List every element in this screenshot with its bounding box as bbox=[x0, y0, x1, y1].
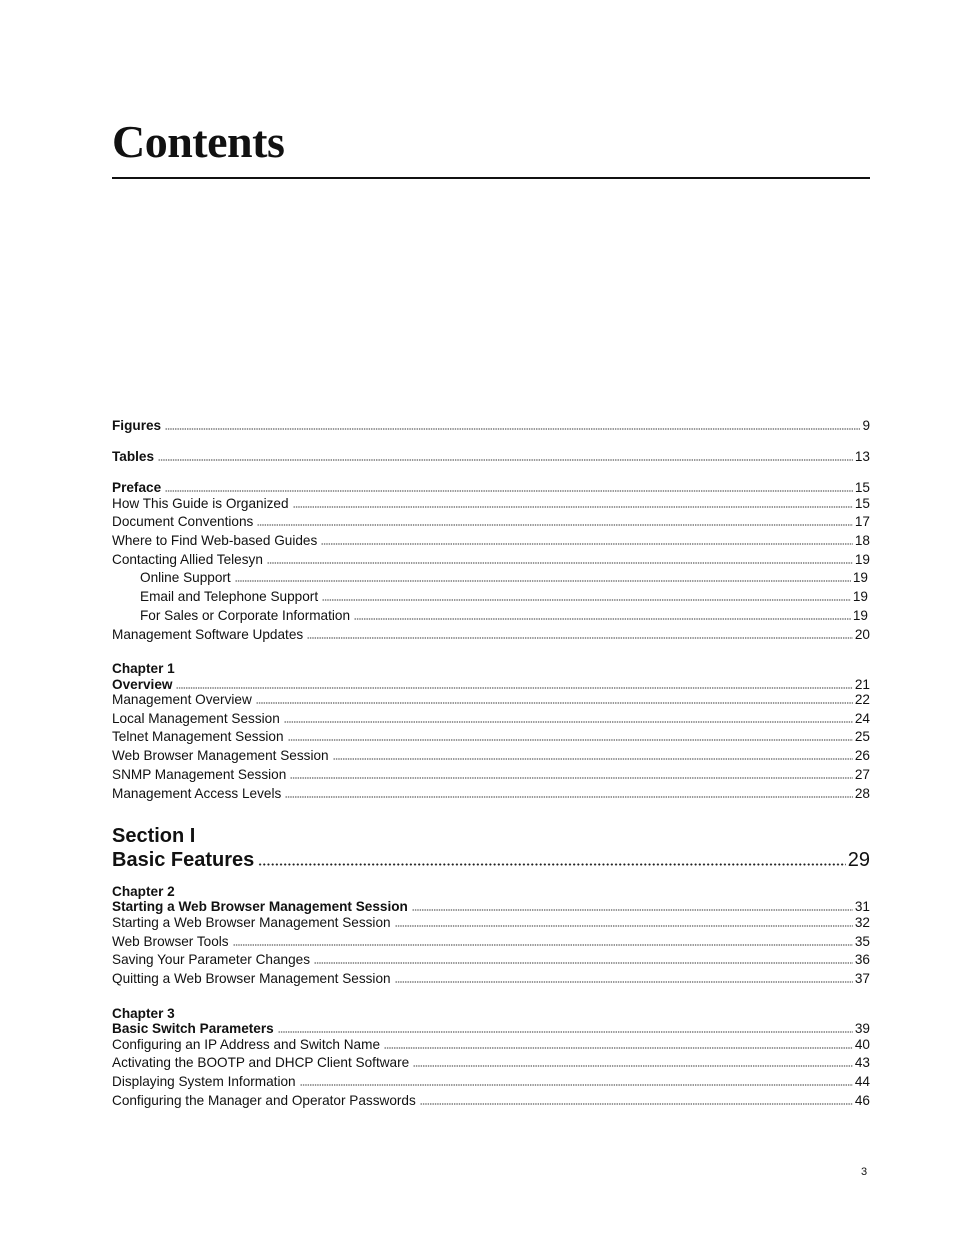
toc-entry-tables[interactable] bbox=[112, 448, 870, 466]
dot-leader bbox=[322, 598, 851, 602]
toc-entry-label: Overview bbox=[112, 677, 173, 692]
dot-leader bbox=[288, 738, 853, 742]
toc-entry[interactable] bbox=[112, 551, 870, 569]
toc-entry-page: 25 bbox=[854, 729, 870, 744]
toc-entry-figures[interactable] bbox=[112, 417, 870, 435]
dot-leader bbox=[165, 427, 860, 431]
toc-entry[interactable] bbox=[112, 495, 870, 513]
toc-entry-label: Basic Switch Parameters bbox=[112, 1021, 274, 1036]
toc-entry-page: 15 bbox=[854, 496, 870, 511]
toc-entry-page: 46 bbox=[854, 1093, 870, 1108]
dot-leader bbox=[354, 617, 851, 621]
toc-entry-label: Activating the BOOTP and DHCP Client Software bbox=[112, 1055, 410, 1070]
toc-entry[interactable] bbox=[112, 532, 870, 550]
toc-entry-label: Quitting a Web Browser Management Session bbox=[112, 971, 391, 986]
dot-leader bbox=[233, 943, 853, 947]
dot-leader bbox=[257, 523, 853, 527]
toc-entry[interactable] bbox=[112, 747, 870, 765]
toc-entry-page: 19 bbox=[852, 589, 868, 604]
toc-entry-page: 17 bbox=[854, 514, 870, 529]
dot-leader bbox=[165, 489, 853, 493]
dot-leader bbox=[314, 961, 853, 965]
chapter-label: Chapter 3 bbox=[112, 1006, 175, 1021]
dot-leader bbox=[384, 1046, 853, 1050]
toc-entry-page: 44 bbox=[854, 1074, 870, 1089]
toc-entry[interactable] bbox=[112, 1073, 870, 1091]
toc-subentry[interactable] bbox=[112, 588, 870, 606]
toc-entry[interactable] bbox=[112, 766, 870, 784]
toc-entry-page: 20 bbox=[854, 627, 870, 642]
toc-entry-page: 29 bbox=[847, 849, 870, 871]
toc-entry-label: Web Browser Management Session bbox=[112, 748, 329, 763]
toc-entry-page: 28 bbox=[854, 786, 870, 801]
toc-entry-label: Document Conventions bbox=[112, 514, 254, 529]
toc-entry-page: 27 bbox=[854, 767, 870, 782]
toc-entry[interactable] bbox=[112, 914, 870, 932]
toc-entry-page: 40 bbox=[854, 1037, 870, 1052]
dot-leader bbox=[395, 924, 853, 928]
toc-entry[interactable] bbox=[112, 691, 870, 709]
toc-entry-label: For Sales or Corporate Information bbox=[140, 608, 351, 623]
toc-entry-page: 19 bbox=[852, 608, 868, 623]
dot-leader bbox=[285, 795, 853, 799]
toc-entry-label: Tables bbox=[112, 449, 155, 464]
toc-entry-label: Configuring an IP Address and Switch Name bbox=[112, 1037, 380, 1052]
toc-entry-label: Web Browser Tools bbox=[112, 934, 229, 949]
toc-entry[interactable] bbox=[112, 1092, 870, 1110]
toc-entry-page: 19 bbox=[852, 570, 868, 585]
dot-leader bbox=[293, 505, 853, 509]
toc-entry[interactable] bbox=[112, 710, 870, 728]
toc-entry-page: 18 bbox=[854, 533, 870, 548]
toc-entry-page: 15 bbox=[854, 480, 870, 495]
dot-leader bbox=[235, 579, 851, 583]
toc-entry-label: Configuring the Manager and Operator Passwords bbox=[112, 1093, 416, 1108]
toc-entry-page: 43 bbox=[854, 1055, 870, 1070]
dot-leader bbox=[284, 720, 853, 724]
toc-entry-page: 19 bbox=[854, 552, 870, 567]
toc-entry[interactable] bbox=[112, 970, 870, 988]
dot-leader bbox=[333, 757, 853, 761]
toc-subentry[interactable] bbox=[112, 569, 870, 587]
dot-leader bbox=[420, 1102, 853, 1106]
dot-leader bbox=[412, 908, 853, 912]
toc-entry-page: 39 bbox=[854, 1021, 870, 1036]
toc-entry-label: Management Software Updates bbox=[112, 627, 304, 642]
toc-entry-page: 32 bbox=[854, 915, 870, 930]
dot-leader bbox=[321, 542, 853, 546]
chapter-label: Chapter 2 bbox=[112, 884, 175, 899]
toc-entry-label: How This Guide is Organized bbox=[112, 496, 289, 511]
toc-entry-label: Where to Find Web-based Guides bbox=[112, 533, 318, 548]
toc-entry[interactable] bbox=[112, 951, 870, 969]
toc-entry[interactable] bbox=[112, 513, 870, 531]
toc-entry-label: Displaying System Information bbox=[112, 1074, 296, 1089]
dot-leader bbox=[413, 1064, 853, 1068]
dot-leader bbox=[176, 686, 852, 690]
toc-entry-page: 13 bbox=[854, 449, 870, 464]
toc-entry-page: 21 bbox=[854, 677, 870, 692]
dot-leader bbox=[278, 1030, 853, 1034]
toc-entry[interactable] bbox=[112, 626, 870, 644]
toc-entry-page: 9 bbox=[862, 418, 870, 433]
toc-entry-label: Contacting Allied Telesyn bbox=[112, 552, 263, 567]
dot-leader bbox=[290, 776, 853, 780]
toc-entry-label: Figures bbox=[112, 418, 162, 433]
toc-section-title[interactable] bbox=[112, 848, 870, 872]
toc-entry-label: Starting a Web Browser Management Session bbox=[112, 915, 391, 930]
toc-entry-label: Online Support bbox=[140, 570, 231, 585]
toc-entry-label: Local Management Session bbox=[112, 711, 280, 726]
toc-entry-label: Email and Telephone Support bbox=[140, 589, 319, 604]
dot-leader bbox=[158, 458, 853, 462]
toc-entry[interactable] bbox=[112, 933, 870, 951]
toc-entry-label: Management Access Levels bbox=[112, 786, 282, 801]
toc-entry[interactable] bbox=[112, 1054, 870, 1072]
toc-entry-label: Management Overview bbox=[112, 692, 252, 707]
toc-entry-page: 24 bbox=[854, 711, 870, 726]
toc-entry-page: 31 bbox=[854, 899, 870, 914]
dot-leader bbox=[256, 701, 853, 705]
toc-entry-label: Telnet Management Session bbox=[112, 729, 284, 744]
toc-entry[interactable] bbox=[112, 1036, 870, 1054]
toc-entry-label: Basic Features bbox=[112, 849, 255, 871]
toc-entry[interactable] bbox=[112, 785, 870, 803]
dot-leader bbox=[267, 561, 853, 565]
page-title: Contents bbox=[112, 116, 285, 167]
page-number: 3 bbox=[861, 1166, 868, 1178]
toc-entry-label: Saving Your Parameter Changes bbox=[112, 952, 310, 967]
toc-entry-page: 22 bbox=[854, 692, 870, 707]
dot-leader bbox=[300, 1083, 853, 1087]
title-rule bbox=[112, 177, 870, 179]
section-label: Section I bbox=[112, 825, 196, 847]
dot-leader bbox=[395, 980, 853, 984]
toc-entry-label: Starting a Web Browser Management Session bbox=[112, 899, 408, 914]
chapter-label: Chapter 1 bbox=[112, 661, 175, 676]
toc-entry[interactable] bbox=[112, 728, 870, 746]
toc-entry-page: 35 bbox=[854, 934, 870, 949]
dot-leader bbox=[307, 636, 853, 640]
toc-entry-page: 36 bbox=[854, 952, 870, 967]
toc-entry-label: SNMP Management Session bbox=[112, 767, 287, 782]
toc-entry-label: Preface bbox=[112, 480, 162, 495]
dot-leader bbox=[258, 862, 845, 867]
toc-entry-page: 26 bbox=[854, 748, 870, 763]
toc-subentry[interactable] bbox=[112, 607, 870, 625]
toc-entry-page: 37 bbox=[854, 971, 870, 986]
